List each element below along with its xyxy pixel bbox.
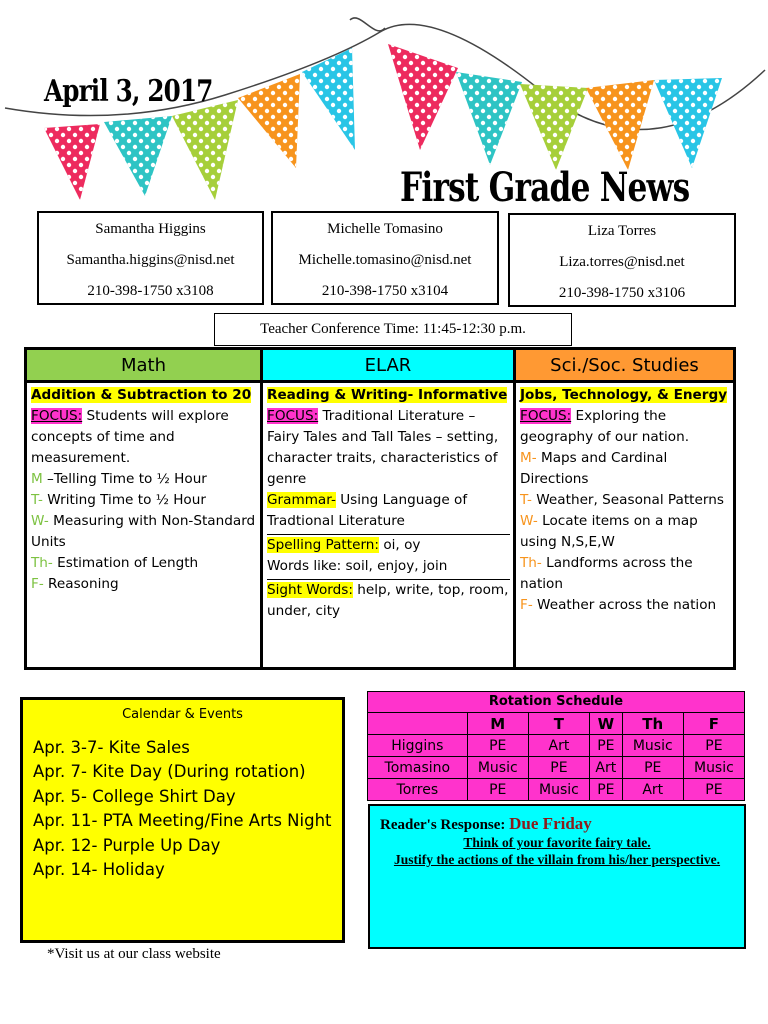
teacher-email: Michelle.tomasino@nisd.net: [298, 252, 472, 268]
elar-focus-label: FOCUS:: [267, 408, 319, 424]
column-divider: [260, 350, 263, 667]
day-text: Weather, Seasonal Patterns: [531, 492, 724, 508]
teacher-card-tomasino: [271, 211, 499, 305]
math-day: [31, 490, 257, 511]
day-text: Writing Time to ½ Hour: [42, 492, 206, 508]
schedule-cell: PE: [528, 757, 589, 779]
math-topic: Addition & Subtraction to 20: [31, 387, 252, 403]
schedule-cell: PE: [590, 735, 623, 757]
day-label: Th-: [31, 555, 53, 571]
elar-topic: Reading & Writing- Informative: [267, 387, 508, 403]
class-website-note: *Visit us at our class website: [47, 946, 221, 962]
day-label: W-: [31, 513, 49, 529]
day-text: Locate items on a map using N,S,E,W: [520, 513, 698, 550]
column-divider: [513, 350, 516, 667]
event-item: Apr. 11- PTA Meeting/Fine Arts Night: [33, 811, 332, 831]
day-label: W-: [520, 513, 538, 529]
math-focus-label: FOCUS:: [31, 408, 83, 424]
schedule-cell: Music: [528, 779, 589, 801]
day-text: Landforms across the nation: [520, 555, 693, 592]
event-item: Apr. 7- Kite Day (During rotation): [33, 762, 306, 782]
pennant-8: [520, 84, 588, 170]
science-header: Sci./Soc. Studies: [516, 350, 733, 383]
day-header: T: [528, 713, 589, 735]
pennant-1: [44, 124, 100, 200]
teacher-cell: Higgins: [368, 735, 468, 757]
day-text: Reasoning: [43, 576, 119, 592]
schedule-cell: Art: [590, 757, 623, 779]
due-date: Due Friday: [509, 814, 592, 833]
readers-response-box: [368, 804, 746, 949]
science-topic: Jobs, Technology, & Energy: [520, 387, 728, 403]
conference-time: Teacher Conference Time: 11:45-12:30 p.m.: [214, 313, 572, 346]
pennant-2: [104, 116, 172, 196]
pennant-7: [456, 72, 522, 165]
newsletter-date: April 3, 2017: [44, 74, 213, 109]
day-header: W: [590, 713, 623, 735]
schedule-cell: PE: [590, 779, 623, 801]
event-item: Apr. 14- Holiday: [33, 860, 165, 880]
response-prompt-2: Justify the actions of the villain from his/her perspective.: [393, 852, 721, 867]
teacher-card-torres: [508, 213, 736, 307]
pennant-5: [302, 48, 355, 150]
calendar-events-box: [20, 697, 345, 943]
day-header: M: [467, 713, 528, 735]
schedule-cell: Art: [622, 779, 683, 801]
grammar-label: Grammar-: [267, 492, 336, 508]
elar-header: ELAR: [263, 350, 513, 383]
science-day: [520, 595, 732, 616]
day-label: M: [31, 471, 43, 487]
sight-words-text: help, write, top, room, under, city: [267, 582, 509, 619]
sight-words-label: Sight Words:: [267, 582, 353, 598]
teacher-cell: Torres: [368, 779, 468, 801]
day-label: M-: [520, 450, 537, 466]
schedule-cell: Art: [528, 735, 589, 757]
event-item: Apr. 3-7- Kite Sales: [33, 738, 190, 757]
day-text: Maps and Cardinal Directions: [520, 450, 668, 487]
pennant-10: [654, 78, 722, 168]
pennant-9: [586, 80, 654, 170]
elar-focus-text: Traditional Literature – Fairy Tales and Tall Tales – setting, character traits, characteristics of genre: [267, 408, 499, 487]
day-label: F-: [520, 597, 533, 613]
teacher-phone: 210-398-1750 x3108: [87, 283, 214, 299]
day-header: Th: [622, 713, 683, 735]
schedule-cell: Music: [683, 757, 744, 779]
science-day: [520, 553, 732, 595]
table-row: [368, 779, 745, 801]
science-focus-text: Exploring the geography of our nation.: [520, 408, 690, 445]
schedule-cell: PE: [683, 735, 744, 757]
response-prompt-1: Think of your favorite fairy tale.: [463, 835, 651, 850]
math-column: [31, 385, 257, 595]
day-text: Measuring with Non-Standard Units: [31, 513, 256, 550]
schedule-cell: PE: [622, 757, 683, 779]
spelling-label: Spelling Pattern:: [267, 537, 380, 553]
science-day: [520, 490, 732, 511]
corner-cell: [368, 713, 468, 735]
table-row: [368, 757, 745, 779]
math-day: [31, 469, 257, 490]
day-text: –Telling Time to ½ Hour: [42, 471, 207, 487]
teacher-email: Samantha.higgins@nisd.net: [66, 252, 235, 268]
grammar-text: Using Language of Tradtional Literature: [267, 492, 468, 529]
day-label: T-: [31, 492, 43, 508]
rotation-title: Rotation Schedule: [368, 692, 745, 713]
math-header: Math: [27, 350, 260, 383]
weekly-plan-grid: [24, 347, 736, 670]
pennant-3: [172, 100, 238, 200]
newsletter-title: First Grade News: [400, 164, 690, 211]
day-label: F-: [31, 576, 44, 592]
event-item: Apr. 12- Purple Up Day: [33, 835, 221, 855]
day-label: T-: [520, 492, 532, 508]
math-day: [31, 511, 257, 553]
events-list: [33, 736, 342, 882]
teacher-email: Liza.torres@nisd.net: [559, 254, 685, 270]
table-row: [368, 735, 745, 757]
spelling-text: oi, oy: [379, 537, 421, 553]
teacher-phone: 210-398-1750 x3104: [321, 283, 449, 299]
science-day: [520, 511, 732, 553]
math-focus-text: Students will explore concepts of time and measurement.: [31, 408, 229, 466]
science-day: [520, 448, 732, 490]
elar-column: [267, 385, 510, 622]
teacher-card-higgins: [37, 211, 264, 305]
pennant-6: [388, 44, 458, 150]
math-day: [31, 574, 257, 595]
schedule-cell: Music: [622, 735, 683, 757]
calendar-title: Calendar & Events: [122, 707, 243, 722]
teacher-name: Samantha Higgins: [95, 221, 206, 237]
math-day: [31, 553, 257, 574]
schedule-cell: PE: [467, 779, 528, 801]
day-text: Weather across the nation: [532, 597, 717, 613]
response-label: Reader's Response:: [380, 817, 510, 833]
teacher-name: Michelle Tomasino: [327, 221, 443, 237]
schedule-cell: PE: [467, 735, 528, 757]
day-header: F: [683, 713, 744, 735]
schedule-cell: Music: [467, 757, 528, 779]
teacher-name: Liza Torres: [587, 223, 657, 239]
teacher-phone: 210-398-1750 x3106: [558, 285, 686, 301]
teacher-cell: Tomasino: [368, 757, 468, 779]
science-focus-label: FOCUS:: [520, 408, 572, 424]
day-text: Estimation of Length: [52, 555, 199, 571]
rotation-schedule-table: [367, 691, 745, 801]
schedule-cell: PE: [683, 779, 744, 801]
words-like: Words like: soil, enjoy, join: [267, 558, 448, 574]
day-label: Th-: [520, 555, 542, 571]
science-column: [520, 385, 732, 616]
event-item: Apr. 5- College Shirt Day: [33, 786, 236, 806]
